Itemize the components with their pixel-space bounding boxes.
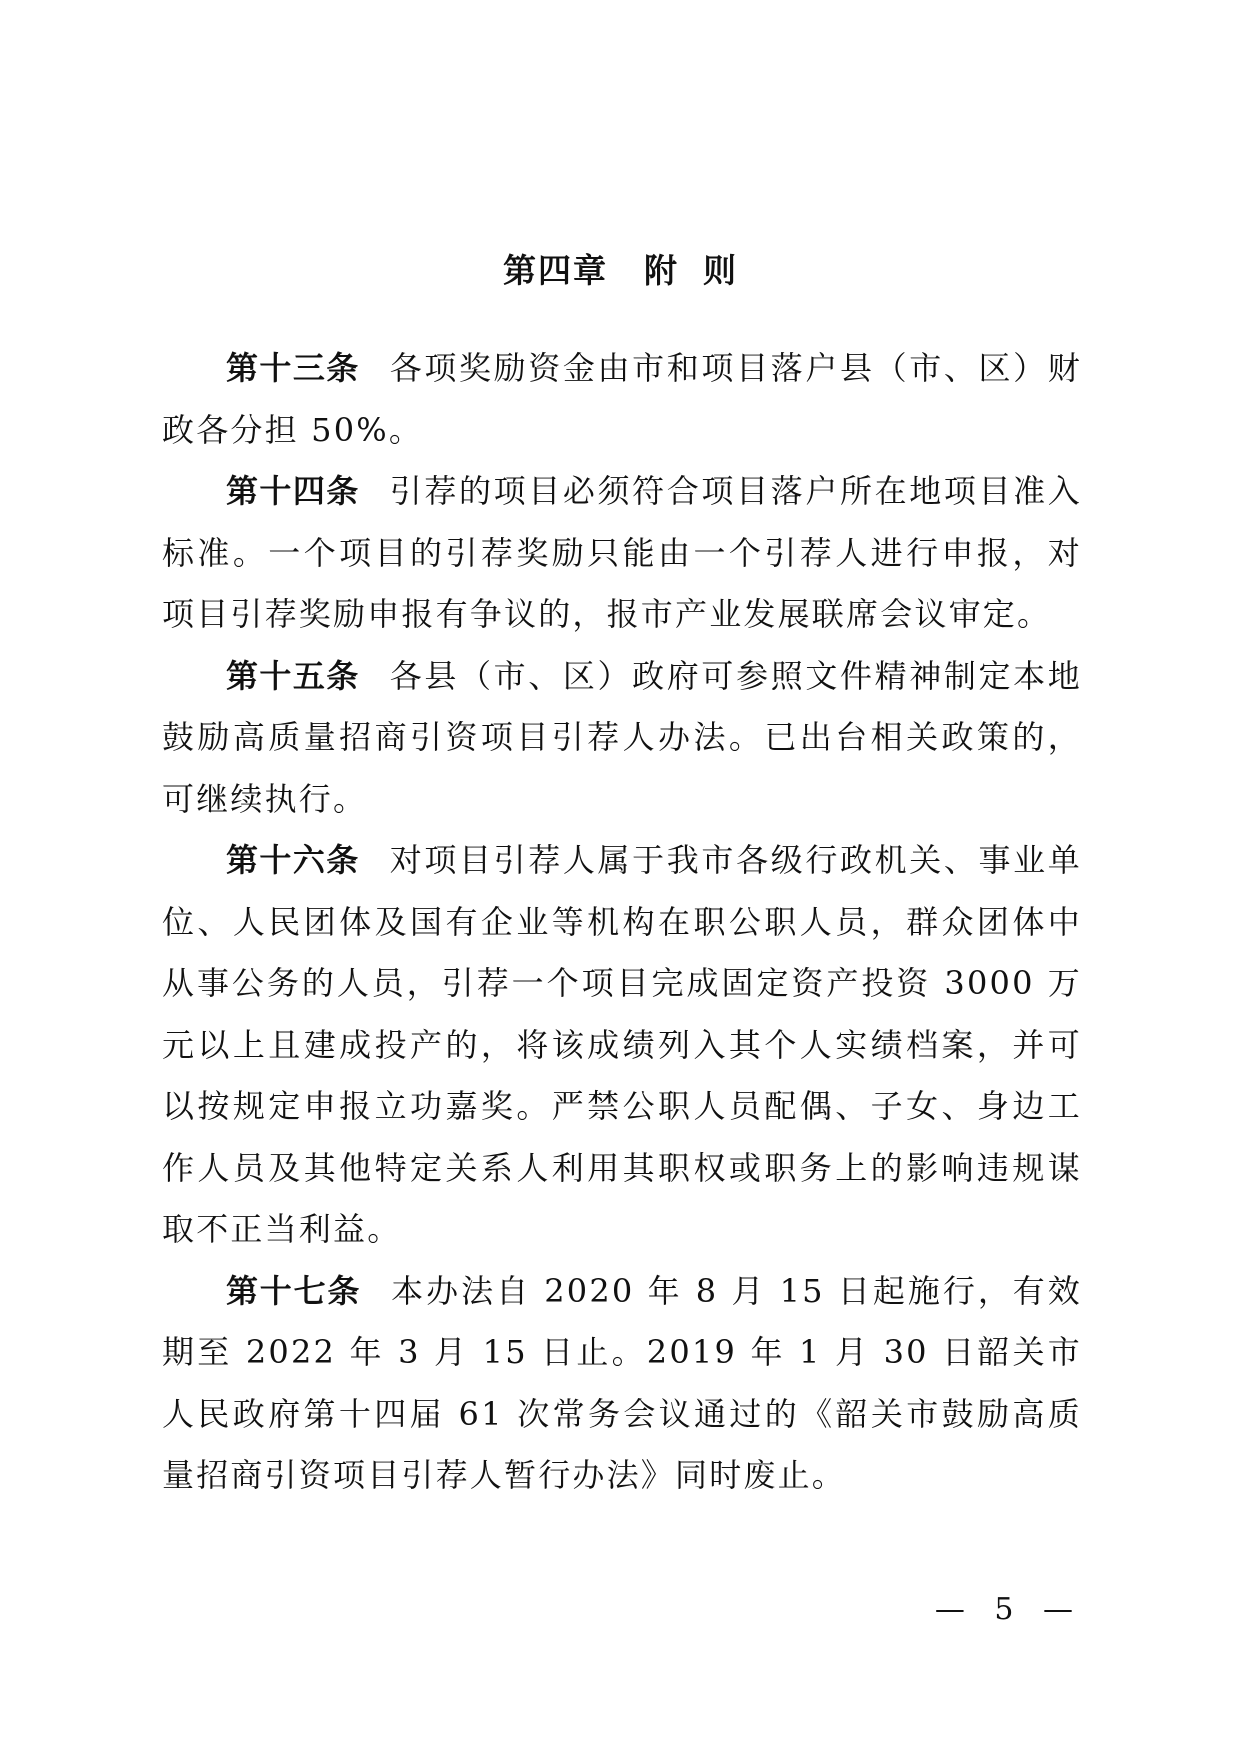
chapter-title-word-2: 则	[703, 251, 738, 290]
article-15	[162, 646, 1082, 831]
article-number: 第十三条	[226, 349, 360, 387]
article-number: 第十六条	[226, 841, 360, 879]
article-17	[162, 1261, 1082, 1507]
article-14	[162, 461, 1082, 646]
article-text: 本办法自 2020 年 8 月 15 日起施行，有效期至 2022 年 3 月 15 日止。2019 年 1 月 30 日韶关市人民政府第十四届 61 次常务会议通过的《韶关市鼓励高质量招商引资项目引荐人暂行办法》同时废止。	[162, 1271, 1082, 1494]
article-text: 各县（市、区）政府可参照文件精神制定本地鼓励高质量招商引资项目引荐人办法。已出台相关政策的，可继续执行。	[162, 656, 1082, 818]
article-13	[162, 338, 1082, 461]
chapter-title-word-1: 附	[644, 251, 679, 290]
article-text: 各项奖励资金由市和项目落户县（市、区）财政各分担 50%。	[162, 349, 1082, 449]
page-number: — 5 —	[934, 1592, 1083, 1627]
chapter-title-number: 第四章	[503, 251, 608, 290]
document-body	[162, 338, 1082, 1507]
article-number: 第十四条	[226, 472, 360, 510]
article-text: 引荐的项目必须符合项目落户所在地项目准入标准。一个项目的引荐奖励只能由一个引荐人进行申报，对项目引荐奖励申报有争议的，报市产业发展联席会议审定。	[162, 472, 1082, 633]
article-number: 第十七条	[226, 1271, 362, 1310]
article-16	[162, 830, 1082, 1261]
article-number: 第十五条	[226, 656, 360, 695]
article-text: 对项目引荐人属于我市各级行政机关、事业单位、人民团体及国有企业等机构在职公职人员，群众团体中从事公务的人员，引荐一个项目完成固定资产投资 3000 万元以上且建成投产的，将该成绩列入其个人实绩档案，并可以按规定申报立功嘉奖。严禁公职人员配偶、子女、身边工作人员及其他特定关系人利用其职权或职务上的影响违规谋取不正当利益。	[162, 841, 1082, 1248]
chapter-title	[0, 245, 1241, 292]
